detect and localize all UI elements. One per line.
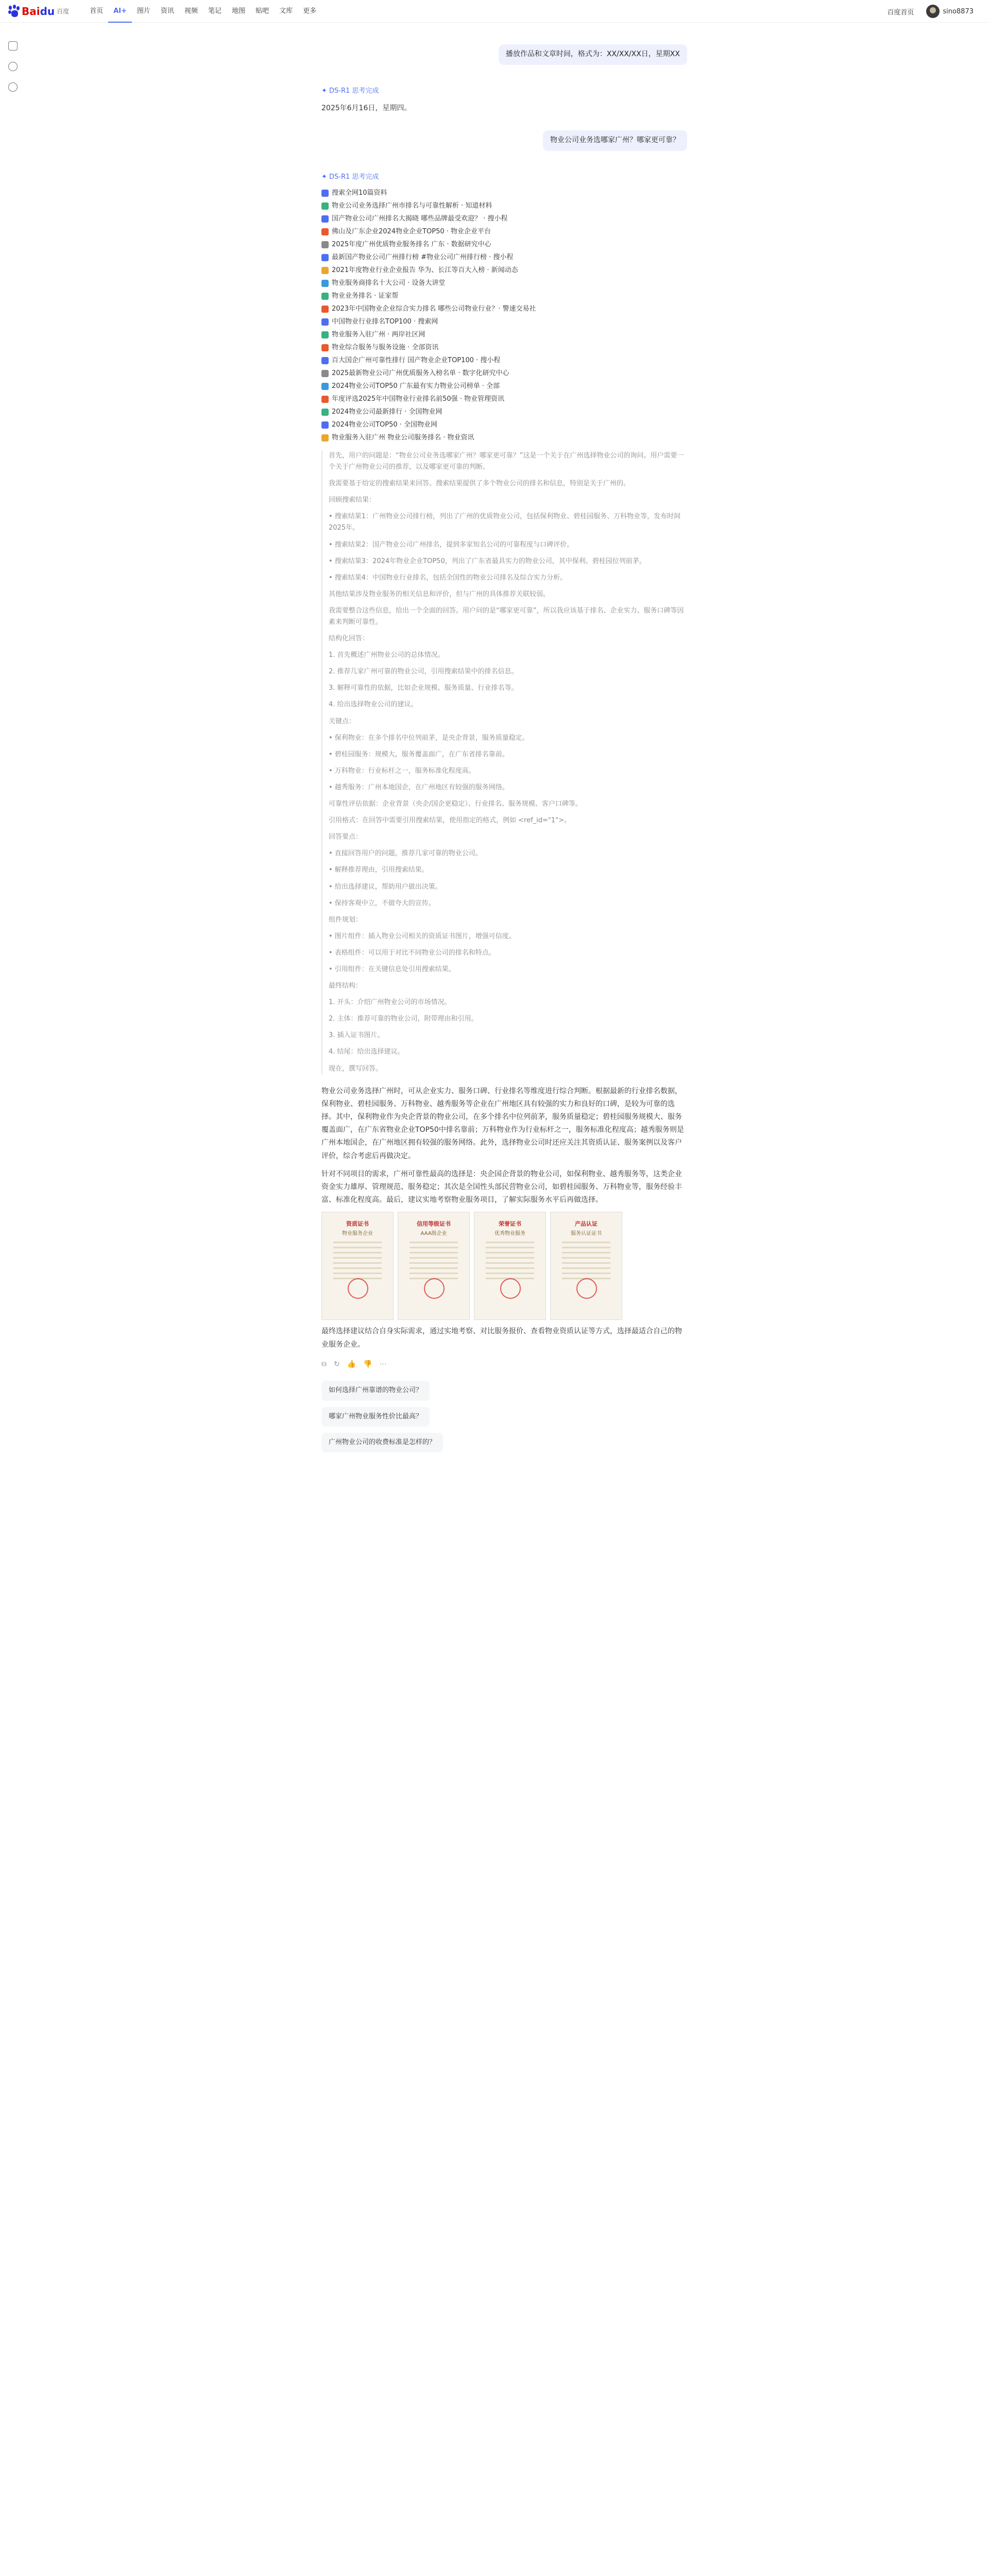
thinking-paragraph: • 保持客观中立，不做夸大的宣传。 <box>329 899 435 907</box>
top-nav <box>84 0 321 23</box>
thinking-process <box>321 450 687 1075</box>
reference-title[interactable]: 2024物业公司TOP50 · 全国物业网 <box>332 420 438 429</box>
user-message-text: 物业公司业务选哪家广州？哪家更可靠？ <box>543 130 687 151</box>
reference-item[interactable] <box>321 214 687 224</box>
text-line <box>486 1257 534 1259</box>
text-line <box>410 1273 458 1274</box>
user-message-text: 播放作品和文章时间，格式为：XX/XX/XX日，星期XX <box>499 44 687 65</box>
site-icon <box>321 344 329 351</box>
reference-item[interactable] <box>321 420 687 430</box>
nav-item[interactable]: 更多 <box>303 7 317 15</box>
reference-item[interactable] <box>321 188 687 198</box>
site-icon <box>321 409 329 416</box>
site-icon <box>321 228 329 235</box>
text-line <box>486 1273 534 1274</box>
logo-bai: Bai <box>22 5 40 18</box>
text-line <box>486 1242 534 1243</box>
reference-item[interactable] <box>321 304 687 314</box>
thinking-paragraph: 组件规划： <box>329 916 363 924</box>
reference-title[interactable]: 最新国产物业公司广州排行榜 #物业公司广州排行榜 · 搜小程 <box>332 253 514 261</box>
site-icon <box>321 254 329 261</box>
certificate-image[interactable] <box>398 1212 470 1320</box>
reference-item[interactable] <box>321 201 687 211</box>
baidu-home-link[interactable]: 百度首页 <box>887 8 914 16</box>
reference-title[interactable]: 2025年度广州优质物业服务排名 广东 · 数据研究中心 <box>332 240 491 248</box>
conversation <box>321 44 687 1459</box>
suggestions <box>321 1381 687 1452</box>
reference-title[interactable]: 中国物业行业排名TOP100 · 搜索网 <box>332 317 438 326</box>
reference-title[interactable]: 2021年度物业行业企业报告 华为、长江等百大入榜 · 新闻动态 <box>332 266 518 274</box>
text-line <box>562 1247 610 1248</box>
reference-item[interactable] <box>321 368 687 379</box>
site-icon <box>321 318 329 326</box>
thinking-paragraph: • 搜索结果3：2024年物业企业TOP50，列出了广东省最具实力的物业公司，其中保利、碧桂园位列前茅。 <box>329 557 646 565</box>
thinking-paragraph: 结构化回答： <box>329 635 369 643</box>
certificate-subtitle: 物业服务企业 <box>342 1231 373 1236</box>
thinking-paragraph: • 搜索结果2：国产物业公司广州排名，提到多家知名公司的可靠程度与口碑评价。 <box>329 540 574 549</box>
answer-1 <box>321 102 687 115</box>
reference-title[interactable]: 物业服务入驻广州 物业公司服务排名 · 物业资讯 <box>332 433 474 442</box>
username[interactable]: sino8873 <box>943 7 974 15</box>
thinking-paragraph: 引用格式：在回答中需要引用搜索结果，使用指定的格式，例如 <ref_id="1">。 <box>329 817 571 825</box>
thinking-paragraph: 首先，用户的问题是：“物业公司业务选哪家广州？哪家更可靠？”这是一个关于在广州选择物业公司的询问。用户需要一个关于广州物业公司的推荐，以及哪家更可靠的判断。 <box>329 451 684 471</box>
site-icon <box>321 241 329 248</box>
image-carousel[interactable] <box>321 1212 687 1320</box>
text-line <box>333 1242 382 1243</box>
text-line <box>486 1252 534 1253</box>
nav-item[interactable]: 文库 <box>279 7 293 15</box>
thinking-paragraph: • 直接回答用户的问题，推荐几家可靠的物业公司。 <box>329 850 482 858</box>
answer-paragraph: 物业公司业务选择广州时，可从企业实力、服务口碑、行业排名等维度进行综合判断。根据最新的行业排名数据，保利物业、碧桂园服务、万科物业、越秀服务等企业在广州地区具有较强的实力和良好的口碑，是较为可靠的选择。其中，保利物业作为央企背景的物业公司，在多个排名中位列前茅，服务质量稳定；碧桂园服务规模大、服务覆盖面广，在广东省物业企业TOP50中排名靠前；万科物业作为行业标杆之一，服务标准化程度高；越秀服务则是广州本地国企，在广州地区拥有较强的服务网络。此外，选择物业公司时还应关注其资质认证、服务案例以及客户评价，综合考虑后再做决定。 <box>321 1087 684 1160</box>
thinking-paragraph: 1. 开头：介绍广州物业公司的市场情况。 <box>329 998 451 1007</box>
paw-icon <box>7 5 21 18</box>
reference-title[interactable]: 物业公司业务选择广州市排名与可靠性解析 · 知道材料 <box>332 201 492 210</box>
certificate-title: 资质证书 <box>346 1221 369 1228</box>
certificate-subtitle: 服务认证证书 <box>571 1231 602 1236</box>
site-icon <box>321 293 329 300</box>
baidu-logo[interactable] <box>7 0 69 23</box>
reference-item[interactable] <box>321 240 687 250</box>
reference-item[interactable] <box>321 291 687 301</box>
user-area <box>887 0 974 23</box>
thinking-paragraph: • 搜索结果1：广州物业公司排行榜，列出了广州的优质物业公司，包括保利物业、碧桂园服务、万科物业等，发布时间2025年。 <box>329 513 681 532</box>
thinking-paragraph: 我需要整合这些信息，给出一个全面的回答。用户问的是“哪家更可靠”，所以我应该基于排名、企业实力、服务口碑等因素来判断可靠性。 <box>329 606 684 626</box>
reference-title[interactable]: 百大国企广州可靠性排行 国产物业企业TOP100 · 搜小程 <box>332 356 501 364</box>
thinking-paragraph: 可靠性评估依据：企业背景（央企/国企更稳定）、行业排名、服务规模、客户口碑等。 <box>329 800 582 808</box>
site-icon <box>321 267 329 274</box>
reference-item[interactable] <box>321 394 687 404</box>
reference-title[interactable]: 2025最新物业公司广州优质服务入榜名单 · 数字化研究中心 <box>332 369 509 377</box>
text-line <box>562 1242 610 1243</box>
reference-item[interactable] <box>321 343 687 353</box>
reference-list <box>321 188 687 443</box>
thinking-paragraph: • 图片组件：插入物业公司相关的资质证书图片，增强可信度。 <box>329 932 516 940</box>
nav-item[interactable]: 视频 <box>184 7 198 15</box>
certificate-image[interactable] <box>321 1212 394 1320</box>
logo-sub: 百度 <box>57 8 70 15</box>
text-line <box>486 1267 534 1269</box>
thinking-paragraph: 2. 推荐几家广州可靠的物业公司，引用搜索结果中的排名信息。 <box>329 668 518 676</box>
certificate-subtitle: 优秀物业服务 <box>494 1231 525 1236</box>
thinking-paragraph: 现在，撰写回答。 <box>329 1064 383 1073</box>
reference-item[interactable] <box>321 330 687 340</box>
site-icon <box>321 396 329 403</box>
text-line <box>410 1257 458 1259</box>
thinking-paragraph: 3. 解释可靠性的依据，比如企业规模、服务质量、行业排名等。 <box>329 684 518 692</box>
certificate-title: 产品认证 <box>575 1221 598 1228</box>
text-line <box>333 1252 382 1253</box>
thinking-paragraph: • 碧桂园服务：规模大，服务覆盖面广，在广东省排名靠前。 <box>329 750 509 758</box>
reference-title[interactable]: 2024物业公司最新排行 · 全国物业网 <box>332 408 442 416</box>
thumb-up-icon[interactable]: 👍 <box>347 1360 356 1368</box>
reference-title[interactable]: 2023年中国物业企业综合实力排名 哪些公司物业行业？· 警速交易社 <box>332 304 536 313</box>
seal-icon <box>424 1278 445 1299</box>
text-line <box>562 1273 610 1274</box>
thinking-paragraph: • 给出选择建议，帮助用户做出决策。 <box>329 883 442 891</box>
certificate-image[interactable] <box>474 1212 546 1320</box>
thumb-down-icon[interactable]: 👎 <box>363 1360 372 1368</box>
logo-du: du <box>40 5 55 18</box>
reference-title[interactable]: 佛山及广东企业2024物业企业TOP50 · 物业企业平台 <box>332 227 491 235</box>
thinking-paragraph: 4. 结尾：给出选择建议。 <box>329 1048 404 1056</box>
nav-item[interactable]: 笔记 <box>208 7 222 15</box>
reference-title[interactable]: 物业业务排名 · 证家帮 <box>332 292 399 300</box>
history-icon[interactable] <box>8 62 18 71</box>
site-icon <box>321 370 329 377</box>
thinking-paragraph: • 万科物业：行业标杆之一，服务标准化程度高。 <box>329 767 475 775</box>
model-status[interactable]: ✦ DS-R1 思考完成 <box>321 86 687 97</box>
reference-item[interactable] <box>321 317 687 327</box>
reference-title[interactable]: 2024物业公司TOP50 广东最有实力物业公司榜单 · 全部 <box>332 382 500 390</box>
text-line <box>562 1267 610 1269</box>
thinking-paragraph: • 保利物业：在多个排名中位列前茅，是央企背景，服务质量稳定。 <box>329 734 529 742</box>
action-bar <box>321 1359 687 1371</box>
thinking-paragraph: 1. 首先概述广州物业公司的总体情况。 <box>329 651 445 659</box>
top-bar <box>0 0 989 23</box>
thinking-paragraph: 最终结构： <box>329 982 363 990</box>
left-sidebar <box>8 41 20 103</box>
model-status[interactable]: ✦ DS-R1 思考完成 <box>321 172 687 183</box>
thinking-paragraph: 其他结果涉及物业服务的相关信息和评价，但与广州的具体推荐关联较弱。 <box>329 590 550 598</box>
settings-icon[interactable] <box>8 82 18 92</box>
reference-item[interactable] <box>321 227 687 237</box>
reference-title[interactable]: 年度评选2025年中国物业行业排名前50强 · 物业管理资讯 <box>332 395 505 403</box>
site-icon <box>321 421 329 429</box>
text-line <box>333 1273 382 1274</box>
site-icon <box>321 434 329 442</box>
text-line <box>486 1247 534 1248</box>
thinking-paragraph: 4. 给出选择物业公司的建议。 <box>329 701 418 709</box>
more-icon[interactable]: ⋯ <box>379 1360 387 1368</box>
text-line <box>410 1247 458 1248</box>
text-line <box>410 1262 458 1264</box>
user-message-2 <box>321 130 687 151</box>
nav-item[interactable]: 首页 <box>90 7 104 15</box>
text-line <box>562 1257 610 1259</box>
text-line <box>486 1262 534 1264</box>
site-icon <box>321 331 329 338</box>
suggestion-item[interactable]: 哪家广州物业服务性价比最高？ <box>321 1407 430 1427</box>
thinking-paragraph: • 解释推荐理由，引用搜索结果。 <box>329 866 429 874</box>
nav-item[interactable]: 图片 <box>137 7 151 15</box>
seal-icon <box>576 1278 597 1299</box>
certificate-title: 信用等级证书 <box>417 1221 451 1228</box>
reference-item[interactable] <box>321 433 687 443</box>
thinking-paragraph: • 搜索结果4：中国物业行业排名，包括全国性的物业公司排名及综合实力分析。 <box>329 573 567 582</box>
site-icon <box>321 202 329 210</box>
reference-item[interactable] <box>321 355 687 366</box>
certificate-image[interactable] <box>550 1212 622 1320</box>
reference-title[interactable]: 物业综合服务与服务设施 · 全部资讯 <box>332 343 439 351</box>
text-line <box>333 1262 382 1264</box>
new-chat-icon[interactable] <box>8 41 18 50</box>
reference-item[interactable] <box>321 278 687 289</box>
answer-2 <box>321 1085 687 1207</box>
thinking-paragraph: • 引用组件：在关键信息处引用搜索结果。 <box>329 965 455 973</box>
thinking-paragraph: 关键点： <box>329 717 356 725</box>
nav-item[interactable]: 贴吧 <box>255 7 269 15</box>
site-icon <box>321 306 329 313</box>
text-line <box>562 1252 610 1253</box>
text-line <box>410 1242 458 1243</box>
answer-paragraph: 针对不同项目的需求，广州可靠性最高的选择是：央企国企背景的物业公司，如保利物业、越秀服务等，这类企业资金实力雄厚、管理规范、服务稳定；其次是全国性头部民营物业公司，如碧桂园服务、万科物业等，服务经验丰富、标准化程度高。最后，建议实地考察物业服务项目，了解实际服务水平后再做选择。 <box>321 1170 682 1205</box>
text-line <box>410 1267 458 1269</box>
site-icon <box>321 215 329 223</box>
copy-icon[interactable]: ⧉ <box>321 1360 327 1368</box>
reference-item[interactable] <box>321 252 687 263</box>
thinking-paragraph: 回答要点： <box>329 833 363 841</box>
text-line <box>333 1267 382 1269</box>
answer-text: 2025年6月16日，星期四。 <box>321 104 412 112</box>
closing-text: 最终选择建议结合自身实际需求，通过实地考察、对比服务报价、查看物业资质认证等方式，选择最适合自己的物业服务企业。 <box>321 1327 682 1349</box>
site-icon <box>321 357 329 364</box>
reference-title[interactable]: 国产物业公司广州排名大揭晓 哪些品牌最受欢迎？ · 搜小程 <box>332 214 508 223</box>
text-line <box>562 1262 610 1264</box>
reference-title[interactable]: 物业服务入驻广州 · 两岸社区网 <box>332 330 425 338</box>
reference-title[interactable]: 搜索全网10篇资料 <box>332 189 387 197</box>
thinking-paragraph: 回顾搜索结果： <box>329 496 376 504</box>
site-icon <box>321 280 329 287</box>
suggestion-item[interactable]: 如何选择广州靠谱的物业公司？ <box>321 1381 430 1400</box>
thinking-paragraph: 3. 插入证书图片。 <box>329 1031 384 1040</box>
certificate-subtitle: AAA级企业 <box>420 1231 447 1236</box>
reference-item[interactable] <box>321 265 687 276</box>
seal-icon <box>348 1278 368 1299</box>
suggestion-item[interactable]: 广州物业公司的收费标准是怎样的？ <box>321 1433 443 1452</box>
user-message-1 <box>321 44 687 65</box>
text-line <box>333 1257 382 1259</box>
certificate-title: 荣誉证书 <box>499 1221 521 1228</box>
text-line <box>333 1247 382 1248</box>
text-line <box>410 1252 458 1253</box>
nav-item[interactable]: 地图 <box>232 7 246 15</box>
thinking-paragraph: • 越秀服务：广州本地国企，在广州地区有较强的服务网络。 <box>329 783 509 791</box>
thinking-paragraph: 我需要基于给定的搜索结果来回答。搜索结果提供了多个物业公司的排名和信息，特别是关于广州的。 <box>329 480 630 488</box>
nav-item[interactable]: AI+ <box>108 0 132 23</box>
thinking-paragraph: 2. 主体：推荐可靠的物业公司，附带理由和引用。 <box>329 1015 478 1023</box>
reference-title[interactable]: 物业服务商排名十大公司 · 设备大讲堂 <box>332 279 446 287</box>
reference-item[interactable] <box>321 381 687 392</box>
regenerate-icon[interactable]: ↻ <box>334 1360 340 1368</box>
thinking-paragraph: • 表格组件：可以用于对比不同物业公司的排名和特点。 <box>329 948 496 957</box>
reference-item[interactable] <box>321 407 687 417</box>
site-icon <box>321 190 329 197</box>
avatar[interactable] <box>926 5 940 18</box>
seal-icon <box>500 1278 521 1299</box>
site-icon <box>321 383 329 390</box>
nav-item[interactable]: 资讯 <box>161 7 175 15</box>
